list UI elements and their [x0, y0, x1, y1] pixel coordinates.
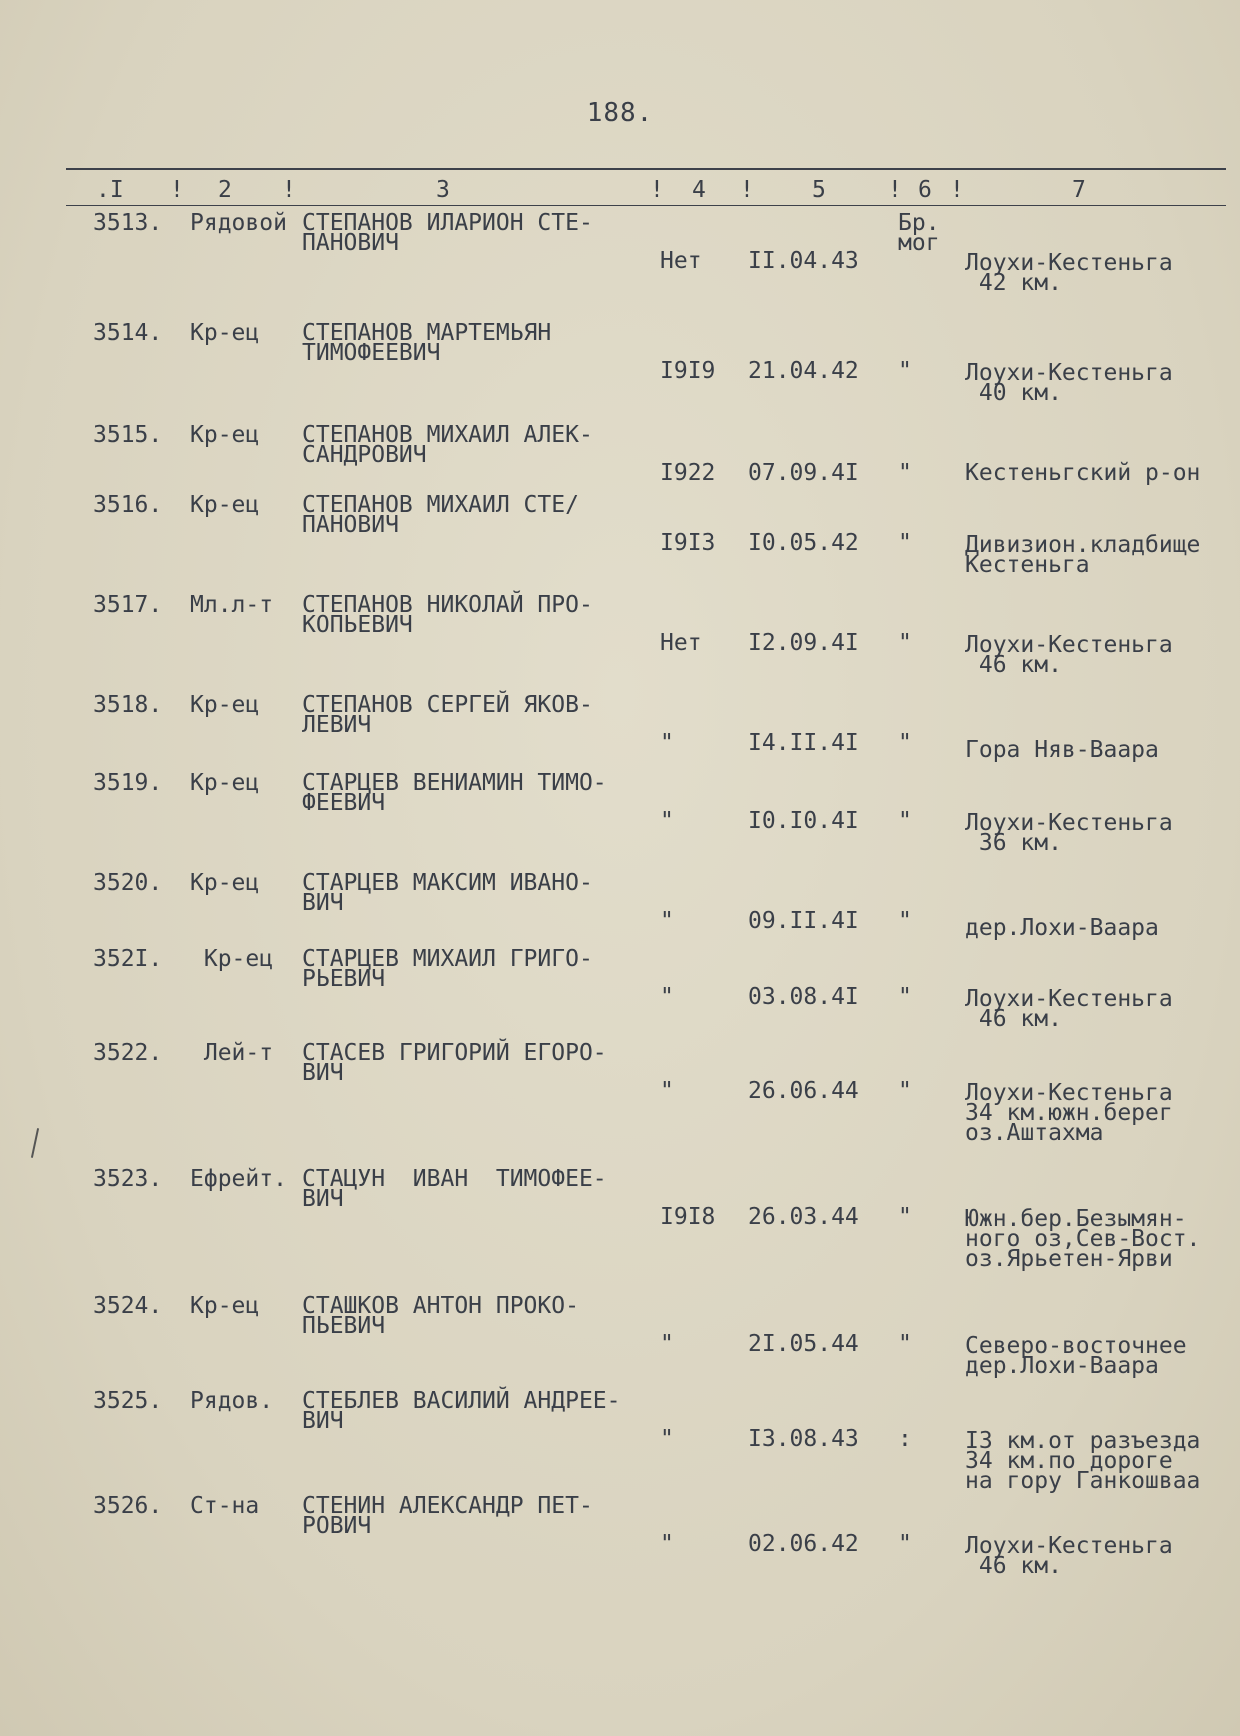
record-burial-place-line: Лоухи-Кестеньга [965, 1080, 1173, 1106]
record-burial-place-line: дер.Лохи-Ваара [965, 1353, 1159, 1379]
col-header-6: 6 [918, 177, 932, 203]
record-burial-place-line: 46 км. [965, 652, 1062, 678]
record-burial-place-line: Лоухи-Кестеньга [965, 1533, 1173, 1559]
record-rank: Лей-т [190, 1040, 274, 1066]
record-number: 3526. [93, 1493, 163, 1519]
record-burial-type: " [898, 1204, 912, 1230]
record-name-line: ПАНОВИЧ [302, 230, 399, 256]
record-name-line: СТЕПАНОВ НИКОЛАЙ ПРО- [302, 592, 593, 618]
record-burial-place-line: оз.Ярьетен-Ярви [965, 1246, 1173, 1272]
record-burial-place-line: дер.Лохи-Ваара [965, 915, 1159, 941]
record-name-line: РЬЕВИЧ [302, 966, 386, 992]
record-number: 3518. [93, 692, 163, 718]
record-name-line: ПЬЕВИЧ [302, 1313, 386, 1339]
record-birth-year: I9I9 [660, 358, 716, 384]
record-name-line: СТЕНИН АЛЕКСАНДР ПЕТ- [302, 1493, 593, 1519]
record-death-date: I4.II.4I [748, 730, 859, 756]
record-name-line: ПАНОВИЧ [302, 512, 399, 538]
record-burial-place-line: 40 км. [965, 380, 1062, 406]
record-burial-place-line: Лоухи-Кестеньга [965, 632, 1173, 658]
record-birth-year: " [660, 1531, 674, 1557]
record-burial-place-line: Лоухи-Кестеньга [965, 360, 1173, 386]
record-burial-type: " [898, 1331, 912, 1357]
record-death-date: 26.03.44 [748, 1204, 859, 1230]
record-number: 3519. [93, 770, 163, 796]
col-header-3: 3 [436, 177, 450, 203]
record-death-date: I0.I0.4I [748, 808, 859, 834]
record-name-line: ФЕЕВИЧ [302, 790, 386, 816]
record-rank: Кр-ец [190, 870, 260, 896]
record-burial-place-line: 36 км. [965, 830, 1062, 856]
record-name-line: ВИЧ [302, 1060, 344, 1086]
record-death-date: 2I.05.44 [748, 1331, 859, 1357]
record-burial-type: " [898, 1078, 912, 1104]
record-burial-type: " [898, 630, 912, 656]
col-sep: ! [282, 177, 296, 203]
header-rule-top [66, 168, 1226, 170]
col-sep: ! [950, 177, 964, 203]
record-burial-place-line: Лоухи-Кестеньга [965, 250, 1173, 276]
record-number: 3516. [93, 492, 163, 518]
record-rank: Рядовой [190, 210, 287, 236]
record-birth-year: " [660, 984, 674, 1010]
record-burial-type: : [898, 1426, 912, 1452]
record-death-date: 07.09.4I [748, 460, 859, 486]
record-burial-type: " [898, 1531, 912, 1557]
col-header-1: .I [96, 177, 124, 203]
record-birth-year: Нет [660, 630, 702, 656]
col-header-4: 4 [692, 177, 706, 203]
record-name-line: СТЕПАНОВ МАРТЕМЬЯН [302, 320, 552, 346]
record-rank: Кр-ец [190, 946, 274, 972]
record-burial-place-line: 34 км.южн.берег [965, 1100, 1173, 1126]
record-name-line: СТАСЕВ ГРИГОРИЙ ЕГОРО- [302, 1040, 607, 1066]
record-name-line: СТАРЦЕВ МАКСИМ ИВАНО- [302, 870, 593, 896]
record-birth-year: " [660, 1331, 674, 1357]
record-burial-type: Бр. [898, 210, 940, 236]
record-birth-year: I9I3 [660, 530, 716, 556]
record-name-line: СТАШКОВ АНТОН ПРОКО- [302, 1293, 579, 1319]
record-name-line: ВИЧ [302, 890, 344, 916]
record-death-date: II.04.43 [748, 248, 859, 274]
record-burial-place-line: I3 км.от разъезда [965, 1428, 1201, 1454]
record-burial-type: " [898, 808, 912, 834]
record-death-date: 26.06.44 [748, 1078, 859, 1104]
record-rank: Ст-на [190, 1493, 260, 1519]
record-death-date: I0.05.42 [748, 530, 859, 556]
record-burial-type: " [898, 358, 912, 384]
record-name-line: ВИЧ [302, 1408, 344, 1434]
record-burial-place-line: Северо-восточнее [965, 1333, 1187, 1359]
record-burial-type: " [898, 530, 912, 556]
record-death-date: 03.08.4I [748, 984, 859, 1010]
record-burial-place-line: 46 км. [965, 1006, 1062, 1032]
record-burial-place-line: ного оз,Сев-Вост. [965, 1226, 1201, 1252]
record-birth-year: " [660, 1078, 674, 1104]
record-burial-place-line: Лоухи-Кестеньга [965, 986, 1173, 1012]
record-name-line: СТЕБЛЕВ ВАСИЛИЙ АНДРЕЕ- [302, 1388, 621, 1414]
record-name-line: СТЕПАНОВ МИХАИЛ СТЕ/ [302, 492, 579, 518]
record-death-date: I2.09.4I [748, 630, 859, 656]
record-burial-place-line: Дивизион.кладбище [965, 532, 1201, 558]
col-sep: ! [170, 177, 184, 203]
record-burial-place-line: 46 км. [965, 1553, 1062, 1579]
record-rank: Кр-ец [190, 692, 260, 718]
record-birth-year: Нет [660, 248, 702, 274]
record-number: 3524. [93, 1293, 163, 1319]
stray-pen-mark [31, 1128, 39, 1158]
record-number: 3520. [93, 870, 163, 896]
record-name-line: СТАЦУН ИВАН ТИМОФЕЕ- [302, 1166, 607, 1192]
col-header-7: 7 [1072, 177, 1086, 203]
record-death-date: 09.II.4I [748, 908, 859, 934]
header-rule-bottom [66, 205, 1226, 206]
record-rank: Кр-ец [190, 1293, 260, 1319]
record-burial-place-line: 34 км.по дороге [965, 1448, 1173, 1474]
record-name-line: СТАРЦЕВ МИХАИЛ ГРИГО- [302, 946, 593, 972]
record-burial-place-line: Южн.бер.Безымян- [965, 1206, 1187, 1232]
record-birth-year: I9I8 [660, 1204, 716, 1230]
record-burial-place-line: 42 км. [965, 270, 1062, 296]
col-sep: ! [888, 177, 902, 203]
record-name-line: КОПЬЕВИЧ [302, 612, 413, 638]
record-burial-place-line: Кестеньга [965, 552, 1090, 578]
record-birth-year: I922 [660, 460, 716, 486]
record-number: 3514. [93, 320, 163, 346]
record-rank: Кр-ец [190, 492, 260, 518]
record-rank: Ефрейт. [190, 1166, 287, 1192]
record-name-line: ВИЧ [302, 1186, 344, 1212]
record-burial-type: " [898, 460, 912, 486]
record-death-date: I3.08.43 [748, 1426, 859, 1452]
record-birth-year: " [660, 730, 674, 756]
record-rank: Кр-ец [190, 320, 260, 346]
record-name-line: СТЕПАНОВ СЕРГЕЙ ЯКОВ- [302, 692, 593, 718]
record-burial-type: " [898, 908, 912, 934]
record-burial-place-line: Лоухи-Кестеньга [965, 810, 1173, 836]
record-burial-type: мог [898, 230, 940, 256]
record-death-date: 21.04.42 [748, 358, 859, 384]
record-birth-year: " [660, 808, 674, 834]
record-birth-year: " [660, 908, 674, 934]
record-number: 3522. [93, 1040, 163, 1066]
record-number: 3517. [93, 592, 163, 618]
record-burial-place-line: Кестеньгский р-он [965, 460, 1201, 486]
record-birth-year: " [660, 1426, 674, 1452]
record-name-line: ТИМОФЕЕВИЧ [302, 340, 441, 366]
col-header-2: 2 [218, 177, 232, 203]
record-rank: Мл.л-т [190, 592, 274, 618]
record-burial-type: " [898, 984, 912, 1010]
record-rank: Кр-ец [190, 770, 260, 796]
record-name-line: СТЕПАНОВ ИЛАРИОН СТЕ- [302, 210, 593, 236]
record-name-line: САНДРОВИЧ [302, 442, 427, 468]
record-name-line: СТАРЦЕВ ВЕНИАМИН ТИМО- [302, 770, 607, 796]
page-number: 188. [586, 98, 654, 128]
record-burial-place-line: на гору Ганкошваа [965, 1468, 1201, 1494]
record-number: 352I. [93, 946, 163, 972]
record-name-line: ЛЕВИЧ [302, 712, 372, 738]
col-sep: ! [650, 177, 664, 203]
col-header-5: 5 [812, 177, 826, 203]
record-rank: Рядов. [190, 1388, 274, 1414]
record-rank: Кр-ец [190, 422, 260, 448]
record-burial-place-line: оз.Аштахма [965, 1120, 1104, 1146]
record-burial-type: " [898, 730, 912, 756]
record-name-line: СТЕПАНОВ МИХАИЛ АЛЕК- [302, 422, 593, 448]
record-number: 3513. [93, 210, 163, 236]
record-death-date: 02.06.42 [748, 1531, 859, 1557]
col-sep: ! [740, 177, 754, 203]
record-number: 3523. [93, 1166, 163, 1192]
record-burial-place-line: Гора Няв-Ваара [965, 737, 1159, 763]
record-number: 3525. [93, 1388, 163, 1414]
record-number: 3515. [93, 422, 163, 448]
record-name-line: РОВИЧ [302, 1513, 372, 1539]
